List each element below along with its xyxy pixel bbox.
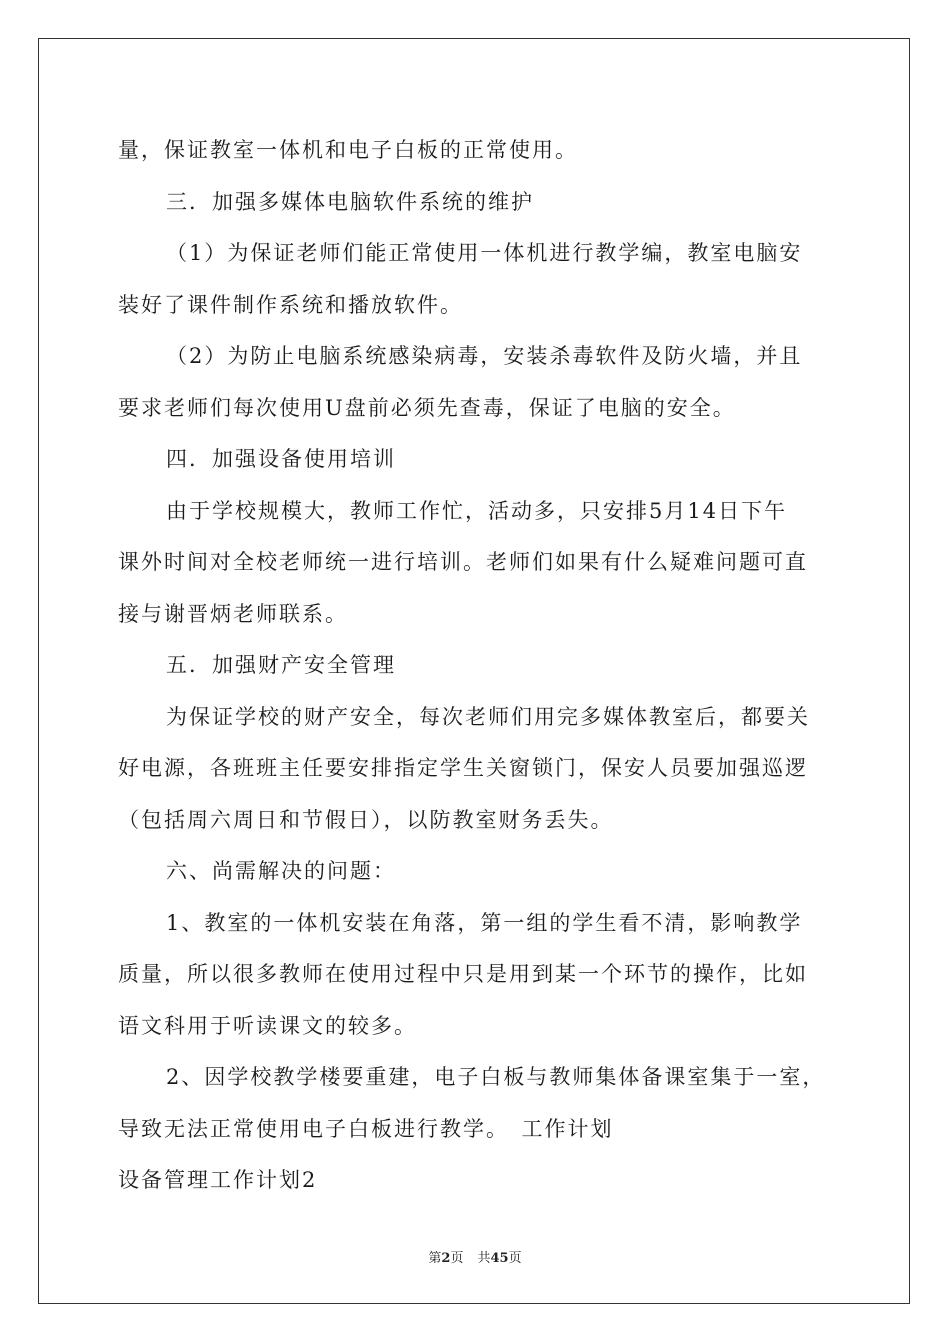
- paragraph-line: 1、教室的一体机安装在角落，第一组的学生看不清，影响教学: [166, 910, 803, 935]
- paragraph-line: 装好了课件制作系统和播放软件。: [118, 292, 463, 317]
- page-prefix: 第: [428, 1251, 442, 1266]
- page-number: 2: [441, 1251, 451, 1266]
- section-heading-four: 四．加强设备使用培训: [166, 447, 396, 471]
- section-heading-three: 三．加强多媒体电脑软件系统的维护: [166, 189, 534, 214]
- paragraph-line: 课外时间对全校老师统一进行培训。老师们如果有什么疑难问题可直: [118, 550, 808, 574]
- total-pages: 45: [490, 1251, 509, 1266]
- paragraph-line: 量，保证教室一体机和电子白板的正常使用。: [118, 138, 578, 162]
- page-suffix: 页: [450, 1251, 464, 1266]
- total-prefix: 共: [477, 1251, 491, 1266]
- paragraph-line: 为保证学校的财产安全，每次老师们用完多媒体教室后，都要关: [166, 704, 810, 729]
- section-heading-six: 六、尚需解决的问题：: [166, 859, 396, 883]
- paragraph-line: 要求老师们每次使用U盘前必须先查毒，保证了电脑的安全。: [118, 395, 736, 420]
- paragraph-line: （2）为防止电脑系统感染病毒，安装杀毒软件及防火墙，并且: [166, 344, 803, 368]
- paragraph-line: （包括周六周日和节假日），以防教室财务丢失。: [118, 807, 614, 832]
- paragraph-line: 2、因学校教学楼要重建，电子白板与教师集体备课室集于一室，: [166, 1065, 826, 1089]
- document-body: [118, 125, 838, 1207]
- document-subtitle: 设备管理工作计划2: [118, 1168, 318, 1192]
- paragraph-line: 质量，所以很多教师在使用过程中只是用到某一个环节的操作，比如: [118, 962, 808, 986]
- paragraph-line: 接与谢晋炳老师联系。: [118, 601, 348, 626]
- paragraph-line: （1）为保证老师们能正常使用一体机进行教学编，教室电脑安: [166, 241, 803, 265]
- paragraph-line: 语文科用于听读课文的较多。: [118, 1013, 417, 1038]
- paragraph-line: 由于学校规模大，教师工作忙，活动多，只安排5月14日下午: [166, 498, 788, 523]
- paragraph-line: 好电源，各班班主任要安排指定学生关窗锁门，保安人员要加强巡逻: [118, 756, 808, 780]
- page-footer: [0, 1247, 950, 1266]
- section-heading-five: 五．加强财产安全管理: [166, 653, 396, 677]
- paragraph-line: 导致无法正常使用电子白板进行教学。 工作计划: [118, 1116, 614, 1141]
- total-suffix: 页: [508, 1251, 522, 1266]
